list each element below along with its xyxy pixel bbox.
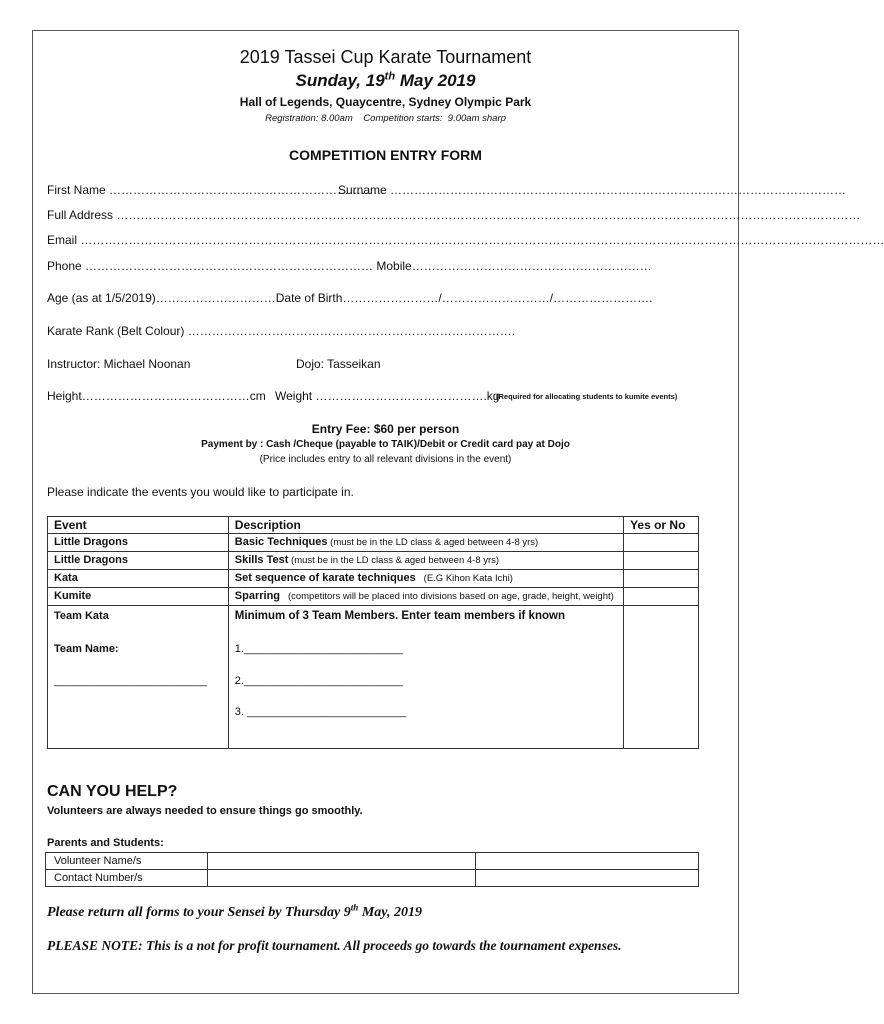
contact-number-input-2[interactable] xyxy=(476,870,699,887)
return-prefix: Please return all forms to your Sensei by Thursday 9 xyxy=(47,905,351,920)
team-name-label: Team Name: xyxy=(54,643,119,655)
weight-note: (Required for allocating students to kumite events) xyxy=(496,392,678,401)
yes-no-cell[interactable] xyxy=(624,552,699,570)
table-row xyxy=(48,588,699,606)
full-address-field[interactable]: Full Address …………………………………………………………………………………………………………………………………………………………………… xyxy=(47,208,861,222)
volunteer-name-input-2[interactable] xyxy=(476,853,699,870)
event-description xyxy=(228,570,623,588)
surname-field[interactable]: Surname …………………………………………………………………………………………………… xyxy=(338,183,847,197)
contact-number-label: Contact Number/s xyxy=(46,870,208,887)
yes-no-cell[interactable] xyxy=(624,606,699,749)
event-description xyxy=(228,534,623,552)
return-sup: th xyxy=(350,902,359,913)
description-detail: (must be in the LD class & aged between 4-8 yrs) xyxy=(288,555,500,566)
help-title: CAN YOU HELP? xyxy=(47,783,178,800)
events-table xyxy=(47,516,699,749)
height-field[interactable]: Height……………………………………cm xyxy=(47,389,266,403)
return-suffix: May, 2019 xyxy=(358,905,422,920)
help-subtitle: Volunteers are always needed to ensure things go smoothly. xyxy=(47,805,363,817)
entry-fee: Entry Fee: $60 per person xyxy=(311,422,460,436)
yes-no-cell[interactable] xyxy=(624,570,699,588)
header-yes-no: Yes or No xyxy=(624,517,699,534)
team-name-input[interactable]: _________________________ xyxy=(54,675,207,687)
yes-no-cell[interactable] xyxy=(624,534,699,552)
phone-mobile-field[interactable]: Phone ……………………………………………………………… Mobile…………………………………………………… xyxy=(47,259,652,273)
volunteer-name-input[interactable] xyxy=(207,853,476,870)
not-for-profit-note: PLEASE NOTE: This is a not for profit tournament. All proceeds go towards the tournament expenses. xyxy=(47,938,622,953)
instructor-label: Instructor: Michael Noonan xyxy=(47,357,191,371)
entry-form-page xyxy=(32,30,884,994)
team-kata-description xyxy=(228,606,623,749)
table-row xyxy=(46,853,699,870)
price-note: (Price includes entry to all relevant divisions in the event) xyxy=(259,454,512,465)
event-name: Little Dragons xyxy=(48,534,229,552)
volunteer-table xyxy=(45,852,699,887)
description-detail: (competitors will be placed into divisions based on age, grade, height, weight) xyxy=(280,591,614,602)
tournament-date xyxy=(33,71,738,91)
event-description xyxy=(228,588,623,606)
description-title: Skills Test xyxy=(234,554,289,566)
table-row xyxy=(48,534,699,552)
table-row xyxy=(46,870,699,887)
team-member-3-input[interactable]: 3. __________________________ xyxy=(234,706,407,718)
venue: Hall of Legends, Quaycentre, Sydney Olympic Park xyxy=(239,95,532,109)
description-title: Set sequence of karate techniques xyxy=(234,572,416,584)
table-row xyxy=(48,552,699,570)
payment-methods: Payment by : Cash /Cheque (payable to TAIK)/Debit or Credit card pay at Dojo xyxy=(201,439,570,450)
event-name: Kumite xyxy=(48,588,229,606)
events-table-header xyxy=(48,517,699,534)
table-row-team-kata xyxy=(48,606,699,749)
parents-students-label: Parents and Students: xyxy=(47,837,164,849)
age-dob-field[interactable]: Age (as at 1/5/2019)…………………………Date of Birth……………………/………………………/……………………. xyxy=(47,291,653,305)
table-row xyxy=(48,570,699,588)
description-detail: (E.G Kihon Kata Ichi) xyxy=(415,573,513,584)
team-member-1-input[interactable]: 1.__________________________ xyxy=(234,643,404,655)
date-suffix-sup: th xyxy=(384,70,396,83)
description-title: Sparring xyxy=(234,590,281,602)
karate-rank-field[interactable]: Karate Rank (Belt Colour) ………………………………………………………………………. xyxy=(47,324,516,338)
date-suffix: May 2019 xyxy=(395,71,476,90)
event-description xyxy=(228,552,623,570)
description-title: Basic Techniques xyxy=(234,536,328,548)
email-field[interactable]: Email ………………………………………………………………………………………………………………………………………………………………………………… xyxy=(47,233,884,247)
form-title: COMPETITION ENTRY FORM xyxy=(289,147,482,163)
event-name: Kata xyxy=(48,570,229,588)
contact-number-input[interactable] xyxy=(207,870,476,887)
events-intro: Please indicate the events you would like to participate in. xyxy=(47,485,354,499)
header-description: Description xyxy=(228,517,623,534)
volunteer-name-label: Volunteer Name/s xyxy=(46,853,208,870)
event-name: Little Dragons xyxy=(48,552,229,570)
yes-no-cell[interactable] xyxy=(624,588,699,606)
team-kata-requirement: Minimum of 3 Team Members. Enter team members if known xyxy=(234,610,565,622)
registration-times: Registration: 8.00am Competition starts: 9.00am sharp xyxy=(265,113,506,124)
weight-field[interactable]: Weight …………………………………….kg xyxy=(275,389,500,403)
description-detail: (must be in the LD class & aged between 4-8 yrs) xyxy=(327,537,539,548)
header-event: Event xyxy=(48,517,229,534)
date-prefix: Sunday, 19 xyxy=(295,71,385,90)
tournament-title: 2019 Tassei Cup Karate Tournament xyxy=(239,47,532,67)
team-kata-label: Team Kata xyxy=(54,610,109,622)
return-forms-note xyxy=(47,902,422,921)
team-member-2-input[interactable]: 2.__________________________ xyxy=(234,675,404,687)
team-kata-event xyxy=(48,606,229,749)
dojo-label: Dojo: Tasseikan xyxy=(296,357,381,371)
first-name-field[interactable]: First Name …………………………………………………………… xyxy=(47,183,386,197)
